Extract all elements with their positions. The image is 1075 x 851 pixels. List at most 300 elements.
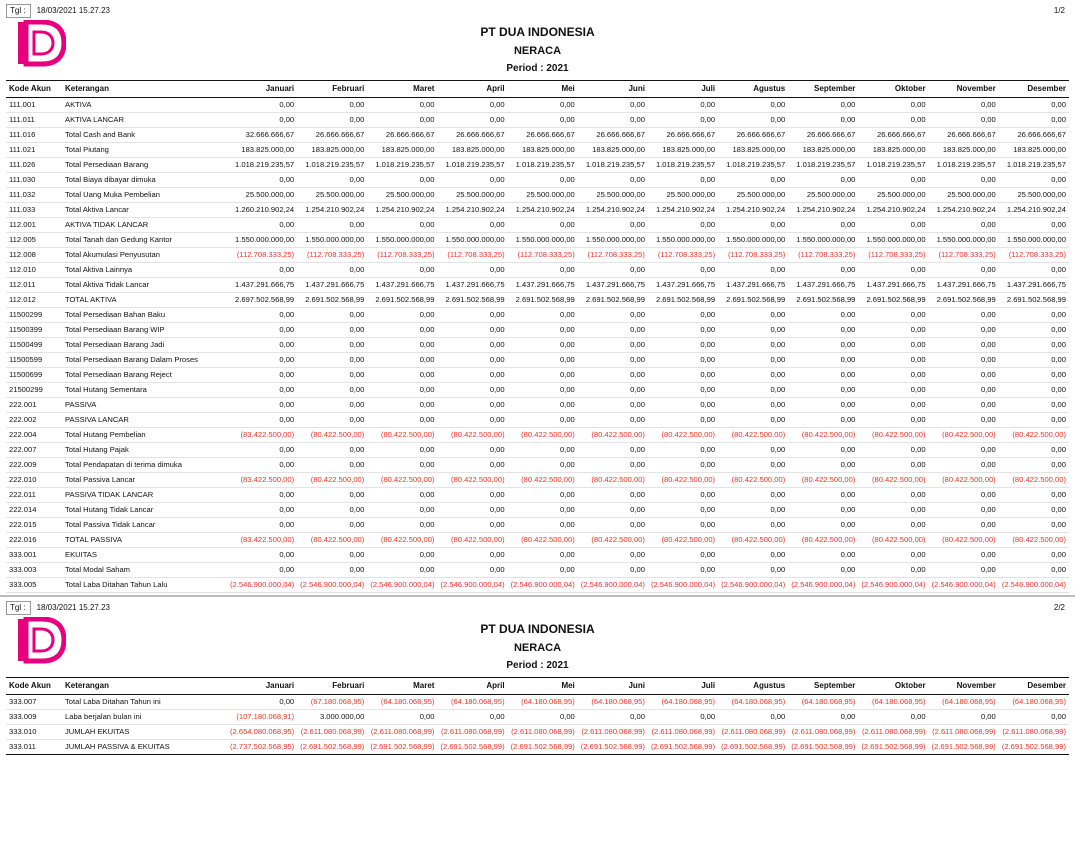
cell-amount: 0,00 bbox=[227, 458, 297, 473]
cell-amount: 0,00 bbox=[718, 353, 788, 368]
cell-kode-akun: 11500499 bbox=[6, 338, 62, 353]
cell-amount: 0,00 bbox=[508, 173, 578, 188]
cell-amount: 0,00 bbox=[578, 173, 648, 188]
cell-amount: 0,00 bbox=[367, 308, 437, 323]
period-1: Period : 2021 bbox=[506, 63, 569, 74]
cell-amount: 0,00 bbox=[929, 218, 999, 233]
cell-amount: 26.666.666,67 bbox=[929, 128, 999, 143]
cell-amount: 0,00 bbox=[648, 263, 718, 278]
cell-amount: 1.550.000.000,00 bbox=[788, 233, 858, 248]
cell-amount: 0,00 bbox=[437, 98, 507, 113]
cell-amount: 0,00 bbox=[788, 443, 858, 458]
cell-amount: 1.018.219.235,57 bbox=[648, 158, 718, 173]
cell-amount: 0,00 bbox=[788, 488, 858, 503]
cell-amount: 0,00 bbox=[929, 458, 999, 473]
cell-amount: (2.611.080.068,99) bbox=[508, 725, 578, 740]
cell-amount: 1.550.000.000,00 bbox=[578, 233, 648, 248]
cell-keterangan: Total Hutang Sementara bbox=[62, 383, 227, 398]
th2-februari: Februari bbox=[297, 678, 367, 695]
cell-amount: 0,00 bbox=[929, 308, 999, 323]
cell-kode-akun: 111.030 bbox=[6, 173, 62, 188]
company-name-1: PT DUA INDONESIA bbox=[480, 25, 595, 39]
cell-amount: 1.437.291.666,75 bbox=[648, 278, 718, 293]
cell-amount: 0,00 bbox=[297, 338, 367, 353]
cell-keterangan: AKTIVA bbox=[62, 98, 227, 113]
table-header-row-1 bbox=[6, 81, 1069, 98]
cell-amount: 0,00 bbox=[999, 383, 1069, 398]
th-juli: Juli bbox=[648, 81, 718, 98]
cell-amount: 0,00 bbox=[858, 503, 928, 518]
cell-amount: (80.422.500,00) bbox=[367, 428, 437, 443]
cell-amount: 1.254.210.902,24 bbox=[508, 203, 578, 218]
cell-keterangan: JUMLAH PASSIVA & EKUITAS bbox=[62, 740, 227, 755]
cell-amount: 0,00 bbox=[788, 218, 858, 233]
cell-amount: 3.000.000,00 bbox=[297, 710, 367, 725]
cell-amount: 1.550.000.000,00 bbox=[718, 233, 788, 248]
cell-amount: (112.708.333,25) bbox=[227, 248, 297, 263]
sheet1-titles bbox=[6, 18, 1069, 76]
cell-amount: (80.422.500,00) bbox=[999, 428, 1069, 443]
cell-kode-akun: 333.007 bbox=[6, 695, 62, 710]
cell-amount: 0,00 bbox=[297, 263, 367, 278]
cell-amount: 1.437.291.666,75 bbox=[367, 278, 437, 293]
cell-amount: 0,00 bbox=[999, 323, 1069, 338]
cell-amount: (67.180.068,95) bbox=[297, 695, 367, 710]
cell-amount: 1.254.210.902,24 bbox=[718, 203, 788, 218]
cell-keterangan: Total Persediaan Barang WIP bbox=[62, 323, 227, 338]
cell-amount: 0,00 bbox=[367, 98, 437, 113]
cell-keterangan: Total Aktiva Tidak Lancar bbox=[62, 278, 227, 293]
cell-amount: 0,00 bbox=[999, 458, 1069, 473]
cell-amount: 2.691.502.568,99 bbox=[929, 293, 999, 308]
cell-amount: (80.422.500,00) bbox=[858, 428, 928, 443]
cell-keterangan: Total Passiva Tidak Lancar bbox=[62, 518, 227, 533]
cell-amount: (112.708.333,25) bbox=[437, 248, 507, 263]
cell-amount: 183.825.000,00 bbox=[437, 143, 507, 158]
cell-amount: 0,00 bbox=[227, 563, 297, 578]
cell-amount: 0,00 bbox=[578, 548, 648, 563]
report-sheet-2 bbox=[0, 595, 1075, 759]
cell-amount: 0,00 bbox=[508, 308, 578, 323]
cell-amount: 0,00 bbox=[648, 413, 718, 428]
cell-amount: (80.422.500,00) bbox=[578, 428, 648, 443]
cell-amount: 0,00 bbox=[437, 173, 507, 188]
cell-keterangan: Total Akumulasi Penyusutan bbox=[62, 248, 227, 263]
cell-amount: 0,00 bbox=[508, 218, 578, 233]
cell-amount: 0,00 bbox=[367, 488, 437, 503]
table-row bbox=[6, 158, 1069, 173]
cell-amount: 0,00 bbox=[367, 323, 437, 338]
cell-amount: 0,00 bbox=[718, 398, 788, 413]
cell-amount: 0,00 bbox=[999, 518, 1069, 533]
cell-amount: (80.422.500,00) bbox=[297, 473, 367, 488]
table-row bbox=[6, 533, 1069, 548]
table-row bbox=[6, 203, 1069, 218]
cell-amount: (2.546.900.000,04) bbox=[367, 578, 437, 593]
cell-amount: 25.500.000,00 bbox=[929, 188, 999, 203]
cell-kode-akun: 11500599 bbox=[6, 353, 62, 368]
cell-amount: (2.691.502.568,99) bbox=[508, 740, 578, 755]
cell-amount: 0,00 bbox=[718, 98, 788, 113]
cell-keterangan: Total Passiva Lancar bbox=[62, 473, 227, 488]
table-row bbox=[6, 548, 1069, 563]
cell-kode-akun: 111.032 bbox=[6, 188, 62, 203]
cell-amount: 0,00 bbox=[999, 113, 1069, 128]
cell-amount: 0,00 bbox=[297, 218, 367, 233]
cell-amount: 25.500.000,00 bbox=[437, 188, 507, 203]
cell-amount: (80.422.500,00) bbox=[437, 428, 507, 443]
cell-kode-akun: 21500299 bbox=[6, 383, 62, 398]
cell-amount: 0,00 bbox=[367, 263, 437, 278]
cell-amount: 26.666.666,67 bbox=[367, 128, 437, 143]
cell-amount: (64.180.068,95) bbox=[508, 695, 578, 710]
cell-amount: 0,00 bbox=[788, 548, 858, 563]
cell-amount: 0,00 bbox=[227, 503, 297, 518]
cell-amount: 0,00 bbox=[227, 263, 297, 278]
cell-amount: (80.422.500,00) bbox=[648, 428, 718, 443]
sheet2-topbar bbox=[6, 601, 1069, 615]
cell-amount: 0,00 bbox=[437, 710, 507, 725]
cell-amount: (2.654.080.068,95) bbox=[227, 725, 297, 740]
cell-amount: 0,00 bbox=[508, 323, 578, 338]
cell-amount: 0,00 bbox=[227, 548, 297, 563]
cell-amount: (80.422.500,00) bbox=[929, 428, 999, 443]
sheet2-titles bbox=[6, 615, 1069, 673]
cell-amount: 0,00 bbox=[858, 383, 928, 398]
cell-amount: 0,00 bbox=[788, 368, 858, 383]
cell-keterangan: Total Pendapatan di terima dimuka bbox=[62, 458, 227, 473]
table-body-1 bbox=[6, 98, 1069, 593]
cell-amount: 1.018.219.235,57 bbox=[999, 158, 1069, 173]
cell-amount: 0,00 bbox=[367, 503, 437, 518]
table-row bbox=[6, 308, 1069, 323]
cell-amount: (112.708.333,25) bbox=[999, 248, 1069, 263]
cell-amount: (2.546.900.000,04) bbox=[718, 578, 788, 593]
cell-amount: 183.825.000,00 bbox=[508, 143, 578, 158]
company-logo bbox=[16, 20, 66, 68]
cell-amount: 183.825.000,00 bbox=[578, 143, 648, 158]
cell-amount: 0,00 bbox=[508, 518, 578, 533]
cell-amount: 0,00 bbox=[297, 353, 367, 368]
cell-amount: 1.437.291.666,75 bbox=[788, 278, 858, 293]
table-row bbox=[6, 458, 1069, 473]
tgl-label-2: Tgl : bbox=[6, 601, 31, 615]
cell-amount: 183.825.000,00 bbox=[227, 143, 297, 158]
cell-amount: (80.422.500,00) bbox=[718, 533, 788, 548]
cell-amount: (112.708.333,25) bbox=[718, 248, 788, 263]
cell-amount: 0,00 bbox=[788, 98, 858, 113]
cell-amount: 0,00 bbox=[999, 338, 1069, 353]
cell-amount: 0,00 bbox=[858, 488, 928, 503]
cell-amount: (2.691.502.568,99) bbox=[999, 740, 1069, 755]
cell-amount: 1.018.219.235,57 bbox=[437, 158, 507, 173]
cell-amount: (64.180.068,95) bbox=[578, 695, 648, 710]
cell-amount: 0,00 bbox=[508, 368, 578, 383]
cell-amount: (80.422.500,00) bbox=[788, 533, 858, 548]
cell-amount: (80.422.500,00) bbox=[999, 533, 1069, 548]
cell-amount: (2.546.900.000,04) bbox=[858, 578, 928, 593]
cell-amount: 1.550.000.000,00 bbox=[999, 233, 1069, 248]
cell-amount: 0,00 bbox=[578, 263, 648, 278]
cell-amount: (2.546.900.000,04) bbox=[508, 578, 578, 593]
cell-keterangan: Total Aktiva Lainnya bbox=[62, 263, 227, 278]
cell-amount: 0,00 bbox=[578, 323, 648, 338]
cell-amount: 32.666.666,67 bbox=[227, 128, 297, 143]
cell-amount: 0,00 bbox=[227, 323, 297, 338]
cell-amount: 183.825.000,00 bbox=[367, 143, 437, 158]
cell-amount: (83.422.500,00) bbox=[227, 428, 297, 443]
cell-amount: 1.550.000.000,00 bbox=[648, 233, 718, 248]
cell-amount: 0,00 bbox=[508, 398, 578, 413]
cell-amount: 2.691.502.568,99 bbox=[648, 293, 718, 308]
th2-september: September bbox=[788, 678, 858, 695]
cell-kode-akun: 333.003 bbox=[6, 563, 62, 578]
cell-amount: 0,00 bbox=[297, 443, 367, 458]
balance-table-2 bbox=[6, 677, 1069, 755]
cell-amount: 0,00 bbox=[578, 338, 648, 353]
table-row bbox=[6, 248, 1069, 263]
cell-amount: 0,00 bbox=[929, 518, 999, 533]
th2-keterangan: Keterangan bbox=[62, 678, 227, 695]
cell-amount: 1.550.000.000,00 bbox=[858, 233, 928, 248]
cell-amount: 0,00 bbox=[437, 518, 507, 533]
cell-amount: 0,00 bbox=[718, 488, 788, 503]
cell-amount: 26.666.666,67 bbox=[999, 128, 1069, 143]
cell-amount: 1.018.219.235,57 bbox=[788, 158, 858, 173]
cell-amount: 0,00 bbox=[437, 398, 507, 413]
cell-amount: 25.500.000,00 bbox=[999, 188, 1069, 203]
cell-amount: (2.546.900.000,04) bbox=[929, 578, 999, 593]
cell-amount: 0,00 bbox=[999, 548, 1069, 563]
cell-amount: 0,00 bbox=[227, 695, 297, 710]
tgl-value-2: 18/03/2021 15.27.23 bbox=[36, 603, 110, 612]
table-row bbox=[6, 293, 1069, 308]
cell-amount: 0,00 bbox=[227, 518, 297, 533]
cell-amount: 0,00 bbox=[508, 443, 578, 458]
cell-amount: 0,00 bbox=[858, 458, 928, 473]
cell-amount: (112.708.333,25) bbox=[788, 248, 858, 263]
cell-amount: 0,00 bbox=[788, 563, 858, 578]
cell-amount: 0,00 bbox=[929, 173, 999, 188]
table-row bbox=[6, 518, 1069, 533]
cell-keterangan: Total Biaya dibayar dimuka bbox=[62, 173, 227, 188]
cell-amount: 0,00 bbox=[367, 518, 437, 533]
cell-amount: 2.691.502.568,99 bbox=[788, 293, 858, 308]
cell-amount: 1.437.291.666,75 bbox=[297, 278, 367, 293]
cell-amount: (2.611.080.068,99) bbox=[929, 725, 999, 740]
cell-amount: 25.500.000,00 bbox=[788, 188, 858, 203]
table-row bbox=[6, 710, 1069, 725]
cell-amount: 0,00 bbox=[929, 368, 999, 383]
cell-kode-akun: 112.010 bbox=[6, 263, 62, 278]
cell-amount: 0,00 bbox=[437, 113, 507, 128]
cell-amount: (80.422.500,00) bbox=[578, 533, 648, 548]
cell-amount: 0,00 bbox=[227, 353, 297, 368]
cell-kode-akun: 333.009 bbox=[6, 710, 62, 725]
cell-amount: 0,00 bbox=[858, 548, 928, 563]
cell-amount: 1.018.219.235,57 bbox=[929, 158, 999, 173]
sheet1-topbar bbox=[6, 4, 1069, 18]
cell-amount: (80.422.500,00) bbox=[297, 428, 367, 443]
cell-keterangan: Total Persediaan Barang Reject bbox=[62, 368, 227, 383]
cell-amount: 0,00 bbox=[718, 338, 788, 353]
cell-amount: 0,00 bbox=[297, 398, 367, 413]
cell-amount: 0,00 bbox=[437, 413, 507, 428]
cell-amount: 0,00 bbox=[999, 353, 1069, 368]
cell-amount: (2.546.900.000,04) bbox=[648, 578, 718, 593]
cell-amount: 0,00 bbox=[718, 503, 788, 518]
cell-amount: 0,00 bbox=[999, 218, 1069, 233]
cell-amount: 0,00 bbox=[578, 353, 648, 368]
cell-amount: 1.437.291.666,75 bbox=[437, 278, 507, 293]
cell-amount: 0,00 bbox=[227, 398, 297, 413]
cell-amount: (80.422.500,00) bbox=[297, 533, 367, 548]
cell-amount: (2.611.080.068,99) bbox=[648, 725, 718, 740]
th-september: September bbox=[788, 81, 858, 98]
cell-amount: 0,00 bbox=[858, 113, 928, 128]
cell-amount: 0,00 bbox=[437, 263, 507, 278]
cell-kode-akun: 333.005 bbox=[6, 578, 62, 593]
table-row bbox=[6, 353, 1069, 368]
cell-kode-akun: 222.001 bbox=[6, 398, 62, 413]
cell-amount: 0,00 bbox=[578, 443, 648, 458]
table-row bbox=[6, 188, 1069, 203]
cell-amount: 0,00 bbox=[929, 98, 999, 113]
cell-amount: 0,00 bbox=[508, 383, 578, 398]
cell-amount: 0,00 bbox=[508, 338, 578, 353]
cell-amount: 0,00 bbox=[858, 308, 928, 323]
cell-kode-akun: 222.014 bbox=[6, 503, 62, 518]
cell-amount: 0,00 bbox=[999, 503, 1069, 518]
tgl-label-1: Tgl : bbox=[6, 4, 31, 18]
cell-kode-akun: 222.004 bbox=[6, 428, 62, 443]
cell-amount: 0,00 bbox=[367, 353, 437, 368]
cell-amount: 0,00 bbox=[929, 383, 999, 398]
cell-amount: 0,00 bbox=[718, 263, 788, 278]
cell-amount: 0,00 bbox=[718, 710, 788, 725]
cell-amount: 0,00 bbox=[648, 368, 718, 383]
th-desember: Desember bbox=[999, 81, 1069, 98]
cell-amount: 0,00 bbox=[437, 548, 507, 563]
cell-amount: 0,00 bbox=[367, 173, 437, 188]
table-row bbox=[6, 428, 1069, 443]
cell-amount: 0,00 bbox=[648, 353, 718, 368]
th-kode-akun: Kode Akun bbox=[6, 81, 62, 98]
cell-amount: (2.691.502.568,99) bbox=[788, 740, 858, 755]
cell-kode-akun: 11500399 bbox=[6, 323, 62, 338]
cell-amount: 0,00 bbox=[858, 323, 928, 338]
cell-amount: 2.691.502.568,99 bbox=[999, 293, 1069, 308]
cell-amount: 0,00 bbox=[227, 413, 297, 428]
th2-november: November bbox=[929, 678, 999, 695]
cell-amount: 0,00 bbox=[227, 113, 297, 128]
cell-amount: 0,00 bbox=[999, 368, 1069, 383]
cell-amount: 1.550.000.000,00 bbox=[508, 233, 578, 248]
cell-amount: 0,00 bbox=[718, 443, 788, 458]
cell-amount: (2.546.900.000,04) bbox=[437, 578, 507, 593]
cell-amount: 0,00 bbox=[999, 398, 1069, 413]
th2-agustus: Agustus bbox=[718, 678, 788, 695]
cell-amount: 26.666.666,67 bbox=[648, 128, 718, 143]
cell-amount: 2.691.502.568,99 bbox=[297, 293, 367, 308]
cell-amount: 0,00 bbox=[788, 398, 858, 413]
th2-kode-akun: Kode Akun bbox=[6, 678, 62, 695]
cell-amount: 0,00 bbox=[648, 113, 718, 128]
cell-amount: (64.180.068,95) bbox=[437, 695, 507, 710]
cell-amount: 0,00 bbox=[578, 113, 648, 128]
cell-kode-akun: 111.033 bbox=[6, 203, 62, 218]
cell-amount: 0,00 bbox=[297, 488, 367, 503]
cell-amount: 0,00 bbox=[929, 263, 999, 278]
cell-amount: (2.611.080.068,99) bbox=[858, 725, 928, 740]
cell-amount: 0,00 bbox=[858, 518, 928, 533]
cell-amount: 0,00 bbox=[297, 413, 367, 428]
cell-kode-akun: 112.001 bbox=[6, 218, 62, 233]
cell-amount: 0,00 bbox=[367, 338, 437, 353]
th2-mei: Mei bbox=[508, 678, 578, 695]
cell-amount: 0,00 bbox=[227, 173, 297, 188]
cell-keterangan: AKTIVA LANCAR bbox=[62, 113, 227, 128]
th-februari: Februari bbox=[297, 81, 367, 98]
cell-amount: 26.666.666,67 bbox=[858, 128, 928, 143]
cell-amount: 0,00 bbox=[929, 443, 999, 458]
cell-amount: 0,00 bbox=[578, 458, 648, 473]
cell-amount: 0,00 bbox=[718, 458, 788, 473]
cell-amount: 0,00 bbox=[858, 368, 928, 383]
cell-amount: 0,00 bbox=[999, 173, 1069, 188]
cell-amount: (80.422.500,00) bbox=[858, 473, 928, 488]
cell-amount: 0,00 bbox=[858, 263, 928, 278]
cell-amount: 0,00 bbox=[648, 383, 718, 398]
cell-keterangan: TOTAL PASSIVA bbox=[62, 533, 227, 548]
cell-amount: 183.825.000,00 bbox=[999, 143, 1069, 158]
cell-amount: 2.691.502.568,99 bbox=[508, 293, 578, 308]
cell-amount: 0,00 bbox=[297, 383, 367, 398]
cell-keterangan: TOTAL AKTIVA bbox=[62, 293, 227, 308]
cell-amount: (2.546.900.000,04) bbox=[297, 578, 367, 593]
cell-amount: 0,00 bbox=[648, 338, 718, 353]
balance-table-1 bbox=[6, 80, 1069, 593]
cell-amount: 0,00 bbox=[648, 323, 718, 338]
th-november: November bbox=[929, 81, 999, 98]
cell-amount: 1.254.210.902,24 bbox=[788, 203, 858, 218]
cell-amount: 0,00 bbox=[578, 518, 648, 533]
cell-kode-akun: 333.001 bbox=[6, 548, 62, 563]
table-row bbox=[6, 278, 1069, 293]
cell-amount: 1.550.000.000,00 bbox=[227, 233, 297, 248]
th-april: April bbox=[437, 81, 507, 98]
cell-amount: 2.691.502.568,99 bbox=[718, 293, 788, 308]
cell-kode-akun: 112.008 bbox=[6, 248, 62, 263]
cell-amount: (2.546.900.000,04) bbox=[788, 578, 858, 593]
cell-kode-akun: 333.010 bbox=[6, 725, 62, 740]
cell-amount: 0,00 bbox=[999, 98, 1069, 113]
cell-amount: 0,00 bbox=[367, 368, 437, 383]
cell-amount: 1.018.219.235,57 bbox=[297, 158, 367, 173]
cell-amount: 1.550.000.000,00 bbox=[437, 233, 507, 248]
cell-amount: (64.180.068,95) bbox=[999, 695, 1069, 710]
cell-amount: 183.825.000,00 bbox=[788, 143, 858, 158]
cell-amount: 0,00 bbox=[999, 563, 1069, 578]
table-row bbox=[6, 143, 1069, 158]
cell-amount: 0,00 bbox=[578, 368, 648, 383]
cell-kode-akun: 112.011 bbox=[6, 278, 62, 293]
cell-amount: (112.708.333,25) bbox=[578, 248, 648, 263]
cell-amount: (64.180.068,95) bbox=[367, 695, 437, 710]
cell-kode-akun: 11500699 bbox=[6, 368, 62, 383]
cell-amount: 0,00 bbox=[788, 383, 858, 398]
table-body-2 bbox=[6, 695, 1069, 755]
